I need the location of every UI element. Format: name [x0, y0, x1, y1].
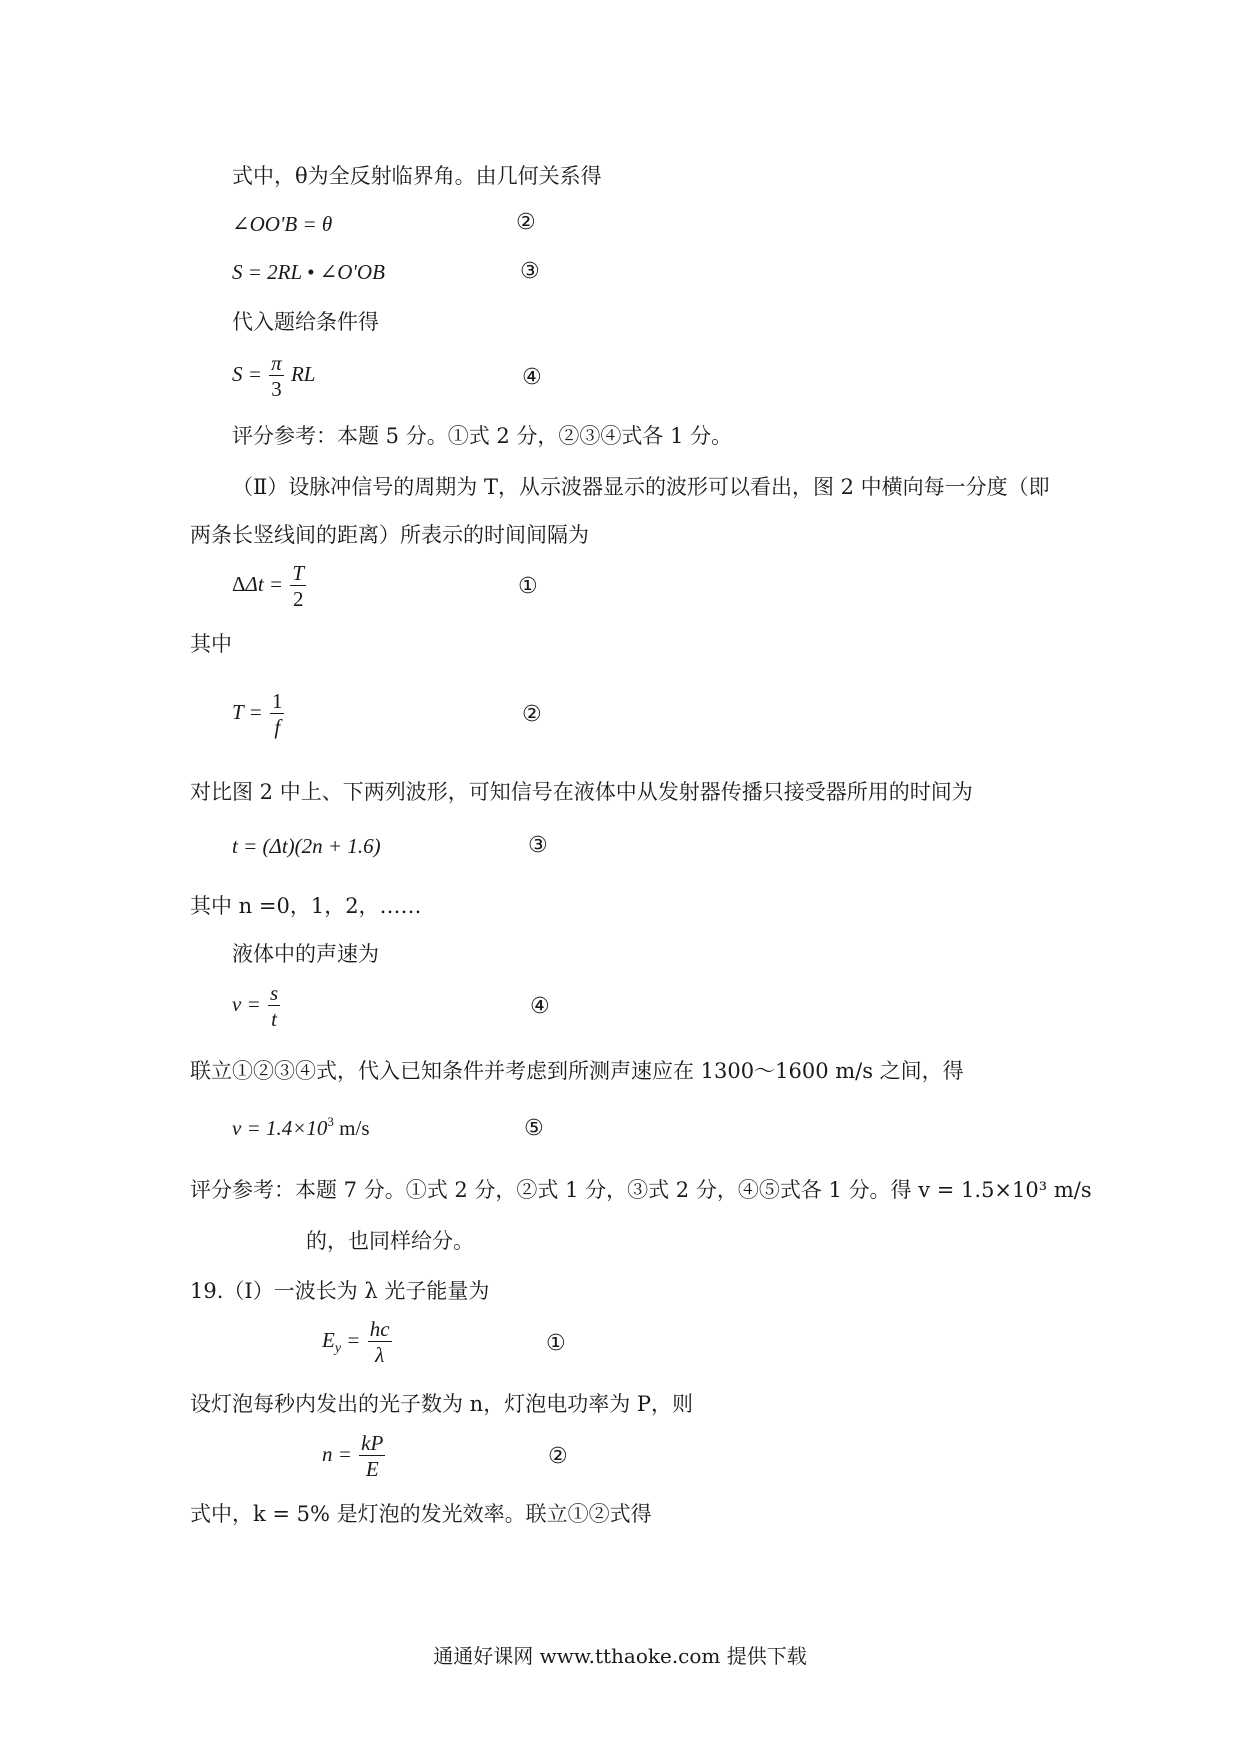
- equation-number: ④: [522, 365, 542, 390]
- equation-time: t = (Δt)(2n + 1.6): [232, 834, 381, 858]
- scoring-note-2: 评分参考：本题 7 分。①式 2 分，②式 1 分，③式 2 分，④⑤式各 1 分。得 v = 1.5×10³ m/s: [190, 1178, 1092, 1202]
- equation-photon-number: n = $\frac{kP}{E}$: [322, 1431, 384, 1482]
- equation-number: ④: [530, 994, 550, 1019]
- equation-number: ①: [518, 574, 538, 599]
- text-line-combine: 联立①②③④式，代入已知条件并考虑到所测声速应在 1300～1600 m/s 之间，得: [190, 1059, 964, 1083]
- equation-velocity-result: $v = 1.4\times 10^3$ m/s: [232, 1114, 370, 1140]
- text-line-where: 其中: [190, 632, 232, 656]
- equation-number: ②: [516, 210, 536, 235]
- text-line-critical-angle: 式中，θ为全反射临界角。由几何关系得: [232, 164, 602, 188]
- scoring-note-1: 评分参考：本题 5 分。①式 2 分，②③④式各 1 分。: [232, 424, 733, 448]
- text-line-photon-count: 设灯泡每秒内发出的光子数为 n，灯泡电功率为 P，则: [190, 1392, 694, 1416]
- equation-number: ②: [548, 1444, 568, 1469]
- equation-period: T = $\frac{1}{f}$: [232, 689, 283, 740]
- equation-number: ①: [546, 1331, 566, 1356]
- equation-delta-t: ΔΔt = $\frac{T}{2}$: [232, 561, 305, 612]
- question-19-heading: 19.（Ⅰ）一波长为 λ 光子能量为: [190, 1279, 490, 1303]
- text-line-substitute: 代入题给条件得: [232, 310, 379, 334]
- page-footer: 通通好课网 www.tthaoke.com 提供下载: [433, 1644, 807, 1668]
- text-line-n-values: 其中 n =0，1，2，……: [190, 894, 422, 918]
- equation-area: S = 2RL • ∠O'OB: [232, 260, 385, 284]
- equation-number: ③: [520, 259, 540, 284]
- text-line-compare: 对比图 2 中上、下两列波形，可知信号在液体中从发射器传播只接受器所用的时间为: [190, 780, 973, 804]
- equation-number: ⑤: [524, 1116, 544, 1141]
- equation-area-result: S = $\frac{\pi}{3}$ RL: [232, 351, 316, 402]
- equation-photon-energy: $E_y$ = $\frac{hc}{\lambda}$: [322, 1317, 390, 1368]
- text-line-interval: 两条长竖线间的距离）所表示的时间间隔为: [190, 523, 589, 547]
- text-line-sound-speed: 液体中的声速为: [232, 942, 379, 966]
- equation-angle: ∠OO'B = θ: [232, 212, 333, 236]
- equation-velocity: v = $\frac{s}{t}$: [232, 981, 279, 1032]
- text-line-part-ii: （Ⅱ）设脉冲信号的周期为 T，从示波器显示的波形可以看出，图 2 中横向每一分度（即: [232, 475, 1050, 499]
- equation-number: ③: [528, 833, 548, 858]
- scoring-note-2-cont: 的，也同样给分。: [306, 1229, 474, 1253]
- text-line-efficiency: 式中，k = 5% 是灯泡的发光效率。联立①②式得: [190, 1502, 652, 1526]
- equation-number: ②: [522, 702, 542, 727]
